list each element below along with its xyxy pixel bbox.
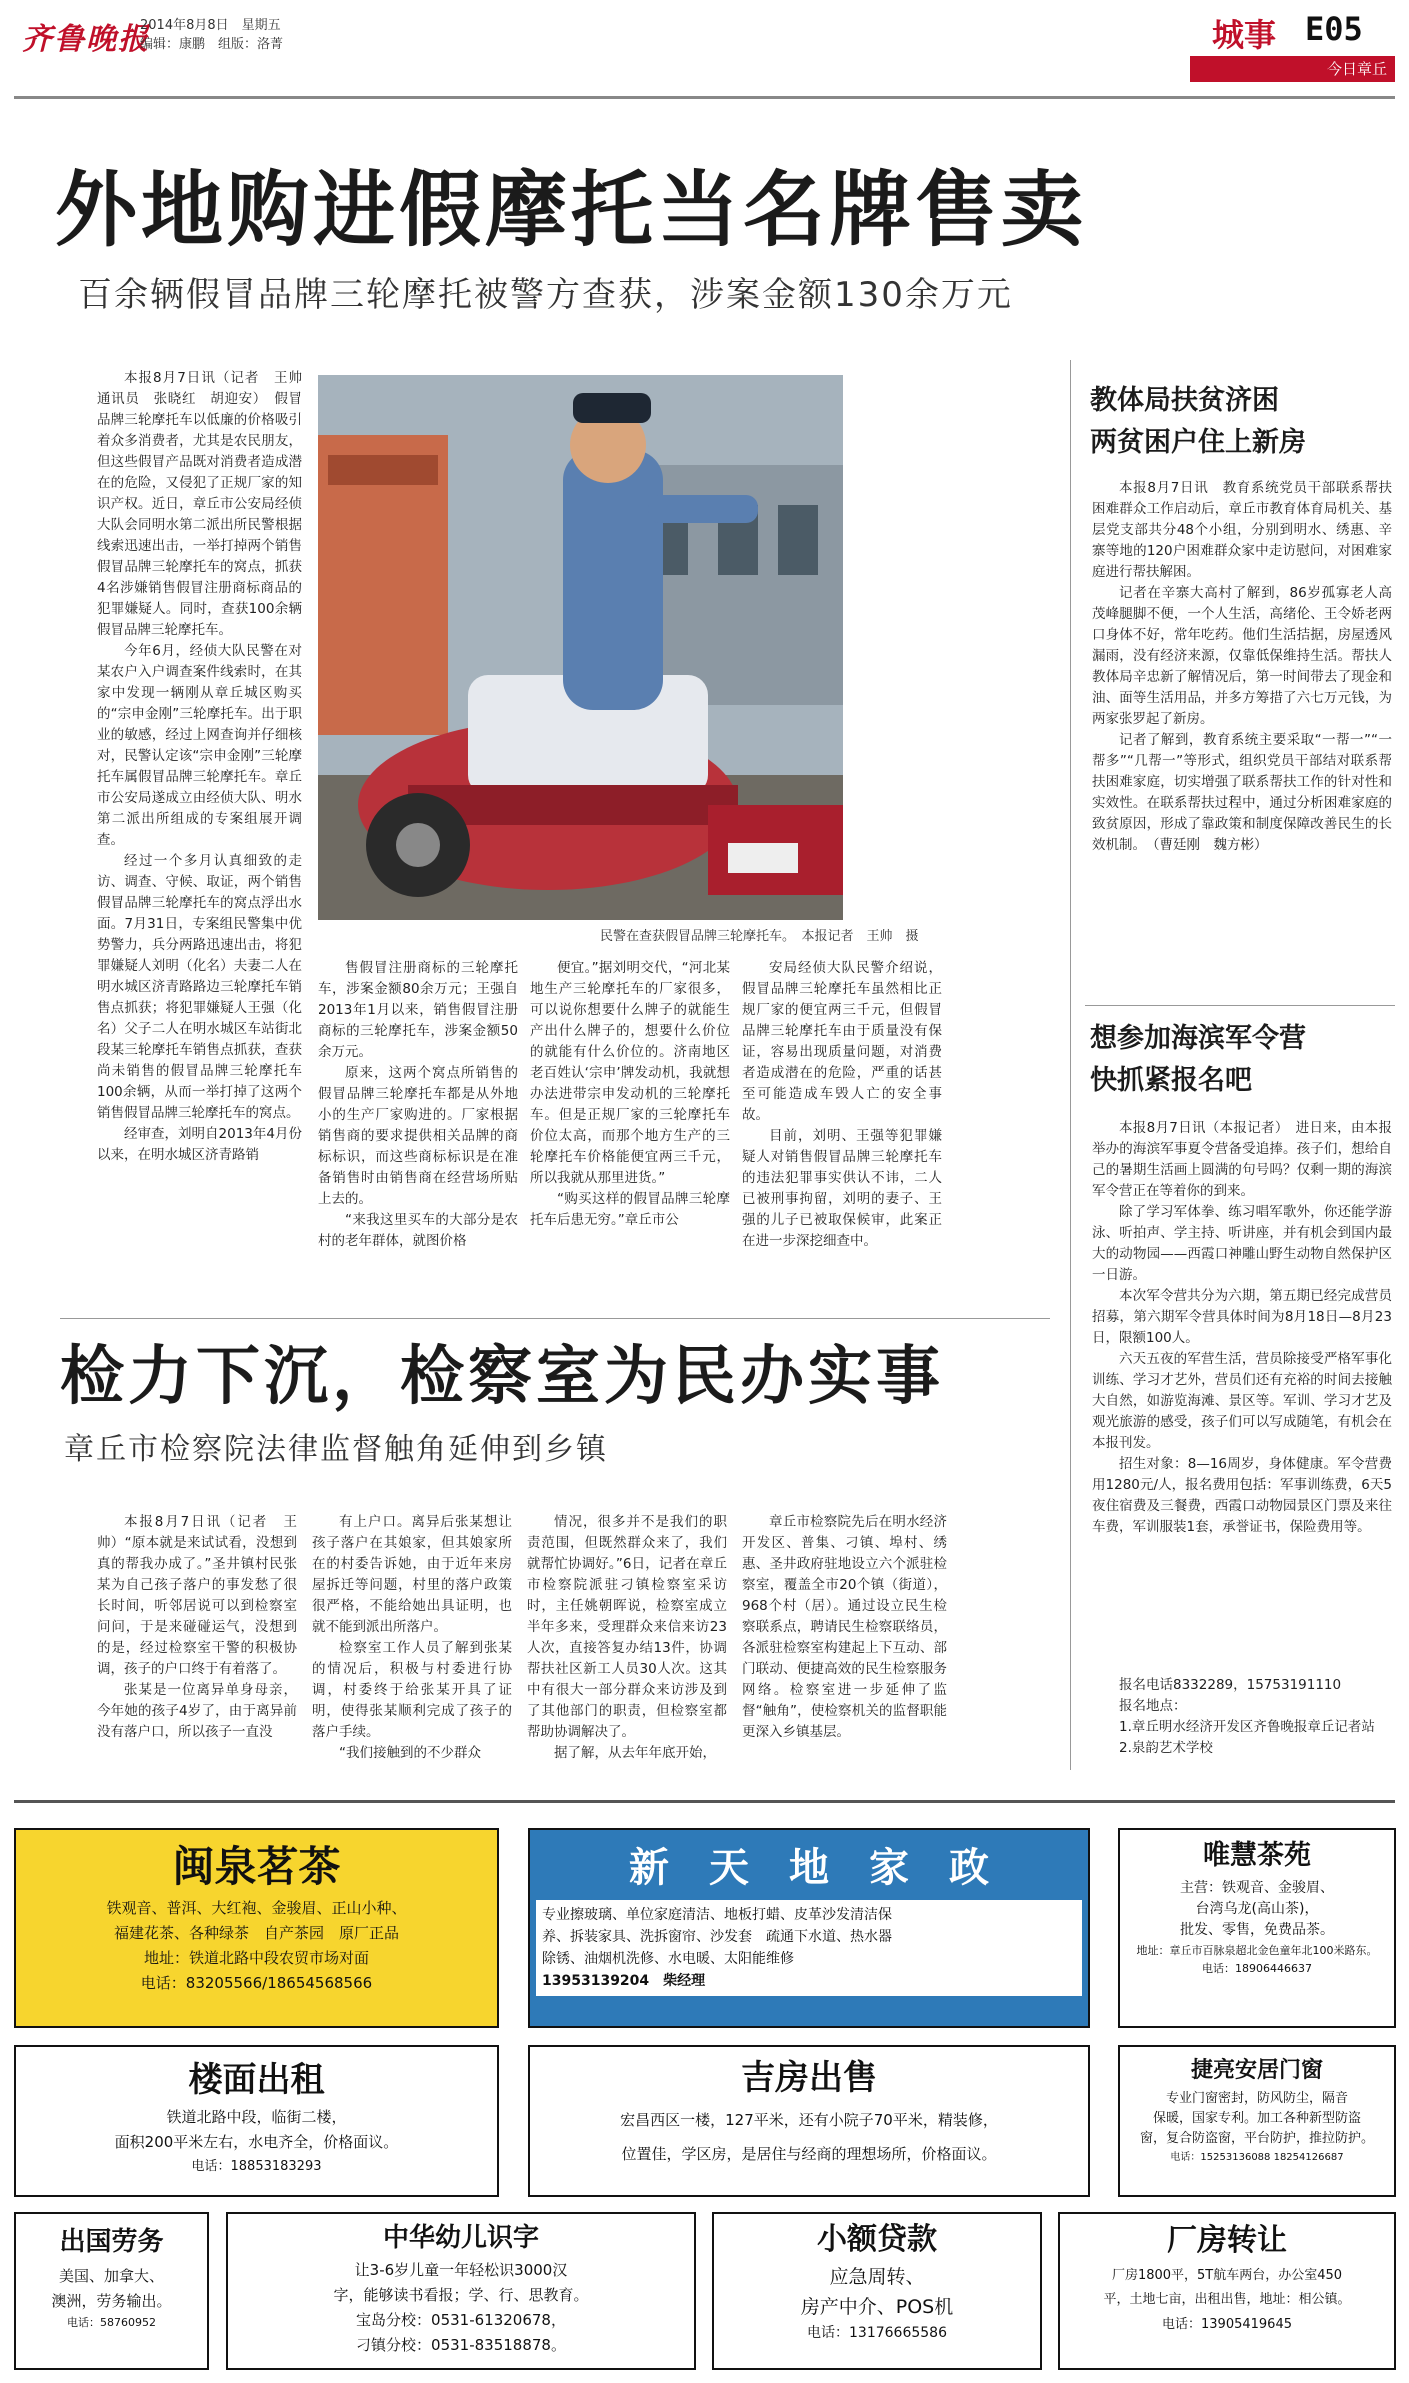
sidebar-rule (1085, 1005, 1395, 1006)
ad-title: 唯慧茶苑 (1203, 1840, 1311, 1871)
story2-headline: 检力下沉，检察室为民办实事 (60, 1339, 944, 1414)
ad-title: 新 天 地 家 政 (629, 1844, 989, 1891)
ad-title: 吉房出售 (741, 2058, 877, 2098)
ad-title: 出国劳务 (59, 2227, 164, 2257)
ad-floor-rent[interactable]: 楼面出租 铁道北路中段，临街二楼， 面积200平米左右，水电齐全，价格面议。 电话：18853183293 (14, 2045, 499, 2197)
ad-jieliang-windows[interactable]: 捷亮安居门窗 专业门窗密封，防风防尘，隔音 保暖，国家专利。加工各种新型防盗 窗，复合防盗窗，平台防护，推拉防护。 电话：15253136088 18254126687 (1118, 2045, 1396, 2197)
ad-factory-transfer[interactable]: 厂房转让 厂房1800平，5T航车两台，办公室450 平，土地七亩，出租出售，地址：相公镇。 电话：13905419645 (1058, 2212, 1396, 2370)
side2-headline: 想参加海滨军令营 快抓紧报名吧 (1090, 1023, 1306, 1096)
issue-meta (140, 16, 283, 54)
section-subtitle: 今日章丘 (1326, 60, 1387, 78)
sidebar-divider (1070, 360, 1071, 1770)
side1-headline: 教体局扶贫济困 两贫困户住上新房 (1090, 385, 1306, 458)
story1-column-4: 安局经侦大队民警介绍说，假冒品牌三轮摩托车虽然相比正规厂家的便宜两三千元，但假冒品牌三轮摩托车由于质量没有保证，容易出现质量问题，对消费者造成潜在的危险，严重的话甚至可能造成车毁人亡的安全事故。 目前，刘明、王强等犯罪嫌疑人对销售假冒品牌三轮摩托车的违法犯罪事实供认不讳，二人已被刑事拘留，刘明的妻子、王强的儿子已被取保候审，此案正在进一步深挖细查中。 (742, 960, 942, 1249)
ad-title: 闽泉茗茶 (172, 1842, 341, 1891)
story2-column-1: 本报8月7日讯（记者 王帅）“原本就是来试试看，没想到真的帮我办成了。”圣井镇村民张某为自己孩子落户的事发愁了很长时间，听邻居说可以到检察室问问，于是来碰碰运气，没想到的是，经过检察室干警的积极协调，孩子的户口终于有着落了。 张某是一位离异单身母亲，今年她的孩子4岁了，由于离异前没有落户口，所以孩子一直没 (97, 1514, 297, 1740)
ad-child-literacy[interactable]: 中华幼儿识字 让3-6岁儿童一年轻松识3000汉 字，能够读书看报；学、行、思教育。 宝岛分校：0531-61320678， 刁镇分校：0531-83518878。 (226, 2212, 696, 2370)
ad-xintiandi-housekeeping[interactable]: 新 天 地 家 政 专业擦玻璃、单位家庭清洁、地板打蜡、皮革沙发清洁保 养、拆装家具、洗拆窗帘、沙发套 疏通下水道、热水器 除锈、油烟机洗修、水电暖、太阳能维修 13953139204 柴经理 (528, 1828, 1090, 2028)
ad-title: 小额贷款 (817, 2222, 937, 2257)
ad-minquan-tea[interactable]: 闽泉茗茶 铁观音、普洱、大红袍、金骏眉、正山小种、 福建花茶、各种绿茶 自产茶园 原厂正品 地址：铁道北路中段农贸市场对面 电话：83205566/18654568566 (14, 1828, 499, 2028)
story-separator (60, 1318, 1050, 1319)
story2-column-2: 有上户口。离异后张某想让孩子落户在其娘家，但其娘家所在的村委告诉她，由于近年来房屋拆迁等问题，村里的落户政策很严格，不能给她出具证明，也就不能到派出所落户。 检察室工作人员了解到张某的情况后，积极与村委进行协调，村委终于给张某开具了证明，使得张某顺利完成了孩子的落户手续。 “我们接触到的不少群众 (312, 1514, 512, 1761)
masthead-rule (14, 96, 1395, 99)
story2-subhead: 章丘市检察院法律监督触角延伸到乡镇 (64, 1432, 608, 1467)
story1-column-2: 售假冒注册商标的三轮摩托车，涉案金额80余万元；王强自2013年1月以来，销售假冒注册商标的三轮摩托车，涉案金额50余万元。 原来，这两个窝点所销售的假冒品牌三轮摩托车都是从外地小的生产厂家购进的。厂家根据销售商的要求提供相关品牌的商标标识，而这些商标标识是在准备销售时由销售商在经营场所贴上去的。 “来我这里买车的大部分是农村的老年群体，就图价格 (318, 960, 518, 1249)
ad-title: 楼面出租 (188, 2060, 325, 2100)
side1-body: 本报8月7日讯 教育系统党员干部联系帮扶困难群众工作启动后，章丘市教育体育局机关、基层党支部共分48个小组，分别到明水、绣惠、辛寨等地的120户困难群众家中走访慰问，对困难家庭进行帮扶解困。 记者在辛寨大高村了解到，86岁孤寡老人高茂峰腿脚不便，一个人生活，高绪伦、王令娇老两口身体不好，常年吃药。他们生活拮据，房屋透风漏雨，没有经济来源，仅靠低保维持生活。帮扶人教体局辛忠新了解情况后，第一时间带去了现金和油、面等生活用品，并多方筹措了六七万元钱，为两家张罗起了新房。 记者了解到，教育系统主要采取“一帮一”“一帮多”“几帮一”等形式，组织党员干部结对联系帮扶困难家庭，切实增强了联系帮扶工作的针对性和实效性。在联系帮扶过程中，通过分析困难家庭的致贫原因，形成了靠政策和制度保障改善民生的长效机制。 （曹廷刚 魏方彬） (1092, 480, 1392, 853)
story1-subhead: 百余辆假冒品牌三轮摩托被警方查获，涉案金额130余万元 (78, 275, 1013, 315)
news-photo-police-motorcycle (318, 375, 843, 920)
photo-illustration (318, 375, 843, 920)
story1-column-1: 本报8月7日讯（记者 王帅 通讯员 张晓红 胡迎安） 假冒品牌三轮摩托车以低廉的价格吸引着众多消费者，尤其是农民朋友，但这些假冒产品既对消费者造成潜在的危险，又侵犯了正规厂家的知识产权。近日，章丘市公安局经侦大队会同明水第二派出所民警根据线索迅速出击，一举打掉两个销售假冒品牌三轮摩托车的窝点，抓获4名涉嫌销售假冒注册商标商品的犯罪嫌疑人。同时，查获100余辆假冒品牌三轮摩托车。 今年6月，经侦大队民警在对某农户入户调查案件线索时，在其家中发现一辆刚从章丘城区购买的“宗申金刚”三轮摩托车。出于职业的敏感，经过上网查询并仔细核对，民警认定该“宗申金刚”三轮摩托车属假冒品牌三轮摩托车。章丘市公安局遂成立由经侦大队、明水第二派出所组成的专案组展开调查。 经过一个多月认真细致的走访、调查、守候、取证，两个销售假冒品牌三轮摩托车的窝点浮出水面。7月31日，专案组民警集中优势警力，兵分两路迅速出击，将犯罪嫌疑人刘明（化名）夫妻二人在明水城区济青路路边三轮摩托车销售点抓获；将犯罪嫌疑人王强（化名）父子二人在明水城区车站街北段某三轮摩托车销售点抓获，查获尚未销售的假冒品牌三轮摩托车100余辆，从而一举打掉了这两个销售假冒品牌三轮摩托车的窝点。 经审查，刘明自2013年4月份以来，在明水城区济青路销 (97, 370, 316, 1163)
ad-overseas-labor[interactable]: 出国劳务 美国、加拿大、 澳洲，劳务输出。 电话：58760952 (14, 2212, 209, 2370)
story1-column-3: 便宜。”据刘明交代，“河北某地生产三轮摩托车的厂家很多，可以说你想要什么牌子的就能生产出什么牌子的，想要什么价位的就能有什么价位的。济南地区老百姓认‘宗申’牌发动机，我就想办法进带宗申发动机的三轮摩托车。但是正规厂家的三轮摩托车价位太高，而那个地方生产的三轮摩托车价格能便宜两三千元，所以我就从那里进货。” “购买这样的假冒品牌三轮摩托车后患无穷。”章丘市公 (530, 960, 730, 1228)
editor-line: 编辑：康鹏 组版：洛菁 (140, 37, 284, 52)
ad-small-loans[interactable]: 小额贷款 应急周转、 房产中介、POS机 电话：13176665586 (712, 2212, 1042, 2370)
newspaper-logo: 齐鲁晚报 (22, 22, 150, 57)
ad-house-sale[interactable]: 吉房出售 宏昌西区一楼，127平米，还有小院子70平米，精装修， 位置佳，学区房，是居住与经商的理想场所，价格面议。 (528, 2045, 1090, 2197)
date-line: 2014年8月8日 星期五 (140, 18, 281, 33)
story2-column-3: 情况，很多并不是我们的职责范围，但既然群众来了，我们就帮忙协调好。”6日，记者在章丘市检察院派驻刁镇检察室采访时，主任姚朝晖说，检察室成立半年多来，受理群众来信来访23人次，直接答复办结13件，协调帮扶社区新工人员30人次。这其中有很大一部分群众来访涉及到了其他部门的职责，但检察室都帮助协调解决了。 据了解，从去年年底开始， (527, 1514, 727, 1761)
ad-title: 中华幼儿识字 (382, 2223, 539, 2253)
ads-top-rule (14, 1800, 1395, 1803)
page-number: E05 (1305, 10, 1363, 48)
ad-title: 捷亮安居门窗 (1190, 2057, 1323, 2083)
photo-caption: 民警在查获假冒品牌三轮摩托车。 本报记者 王帅 摄 (600, 929, 919, 944)
side2-contact: 报名电话8332289，15753191110 报名地点： 1.章丘明水经济开发区齐鲁晚报章丘记者站 2.泉韵艺术学校 (1119, 1677, 1375, 1756)
ad-weihui-tea[interactable]: 唯慧茶苑 主营：铁观音、金骏眉、 台湾乌龙(高山茶)， 批发、零售，免费品茶。 地址：章丘市百脉泉超北金色童年北100米路东。 电话：18906446637 (1118, 1828, 1396, 2028)
section-name: 城事 (1212, 16, 1277, 54)
story2-column-4: 章丘市检察院先后在明水经济开发区、普集、刁镇、埠村、绣惠、圣井政府驻地设立六个派驻检察室，覆盖全市20个镇（街道），968个村（居）。通过设立民生检察联系点，聘请民生检察联络员，各派驻检察室构建起上下互动、部门联动、便捷高效的民生检察服务网络。检察室进一步延伸了监督“触角”，使检察机关的监督职能更深入乡镇基层。 (742, 1514, 947, 1740)
side2-body: 本报8月7日讯（本报记者） 进日来，由本报举办的海滨军事夏令营备受追捧。孩子们，想给自己的暑期生活画上圆满的句号吗？仅剩一期的海滨军令营正在等着你的到来。 除了学习军体拳、练习唱军歌外，你还能学游泳、听拍声、学主持、听讲座，并有机会到国内最大的动物园——西霞口神雕山野生动物自然保护区一日游。 本次军令营共分为六期，第五期已经完成营员招募，第六期军令营具体时间为8月18日—8月23日，限额100人。 六天五夜的军营生活，营员除接受严格军事化训练、学习才艺外，营员们还有充裕的时间去接触大自然，如游览海滩、景区等。军训、学习才艺及观光旅游的感受，孩子们可以写成随笔，有机会在本报刊发。 招生对象：8—16周岁，身体健康。军令营费用1280元/人，报名费用包括：军事训练费，6天5夜住宿费及三餐费，西霞口动物园景区门票及来往车费，军训服装1套，承誉证书，保险费用等。 (1092, 1120, 1392, 1535)
story1-headline: 外地购进假摩托当名牌售卖 (55, 162, 1088, 258)
ad-title: 厂房转让 (1167, 2223, 1287, 2258)
